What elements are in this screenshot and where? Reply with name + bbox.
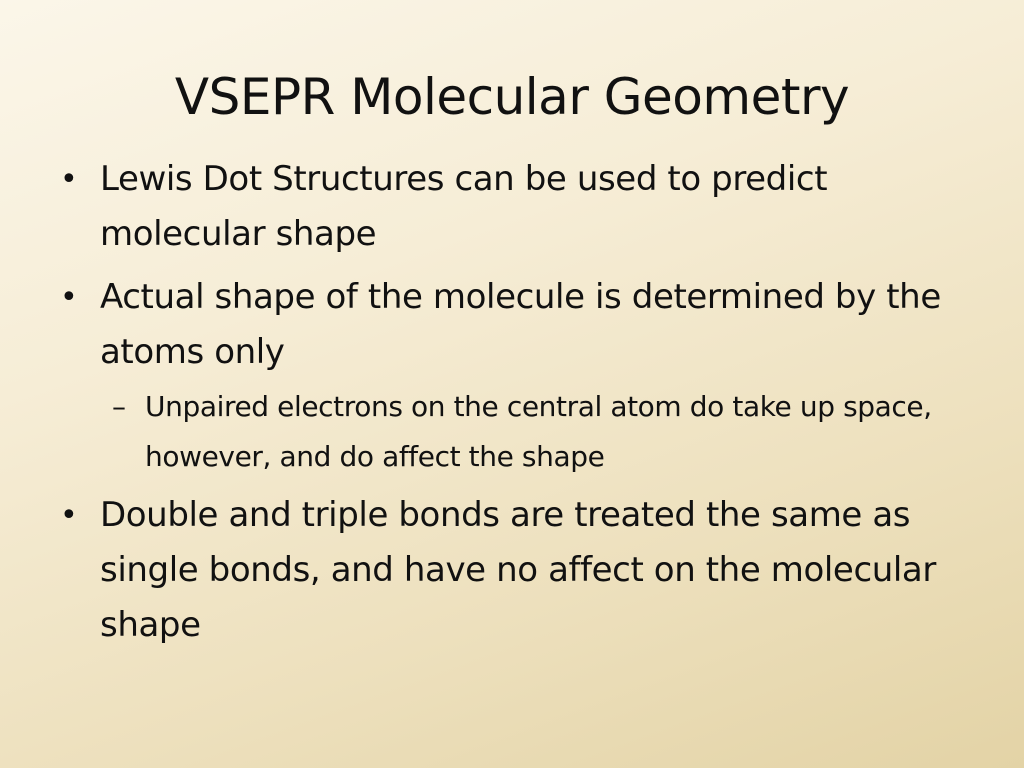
slide-content bbox=[56, 152, 986, 661]
bullet-item bbox=[56, 152, 986, 262]
bullet-item bbox=[56, 488, 986, 653]
bullet-text: Double and triple bonds are treated the same as single bonds, and have no affect on the molecular shape bbox=[100, 495, 936, 645]
sub-bullet-text: Unpaired electrons on the central atom do take up space, however, and do affect the shape bbox=[145, 390, 932, 473]
bullet-marker: • bbox=[60, 280, 78, 315]
bullet-item bbox=[56, 270, 986, 380]
bullet-text: Actual shape of the molecule is determined by the atoms only bbox=[100, 277, 941, 372]
bullet-marker: • bbox=[60, 498, 78, 533]
sub-bullet-item bbox=[56, 382, 986, 482]
bullet-text: Lewis Dot Structures can be used to predict molecular shape bbox=[100, 159, 828, 254]
sub-bullet-marker: – bbox=[112, 390, 126, 423]
slide-title: VSEPR Molecular Geometry bbox=[174, 68, 850, 126]
bullet-marker: • bbox=[60, 162, 78, 197]
